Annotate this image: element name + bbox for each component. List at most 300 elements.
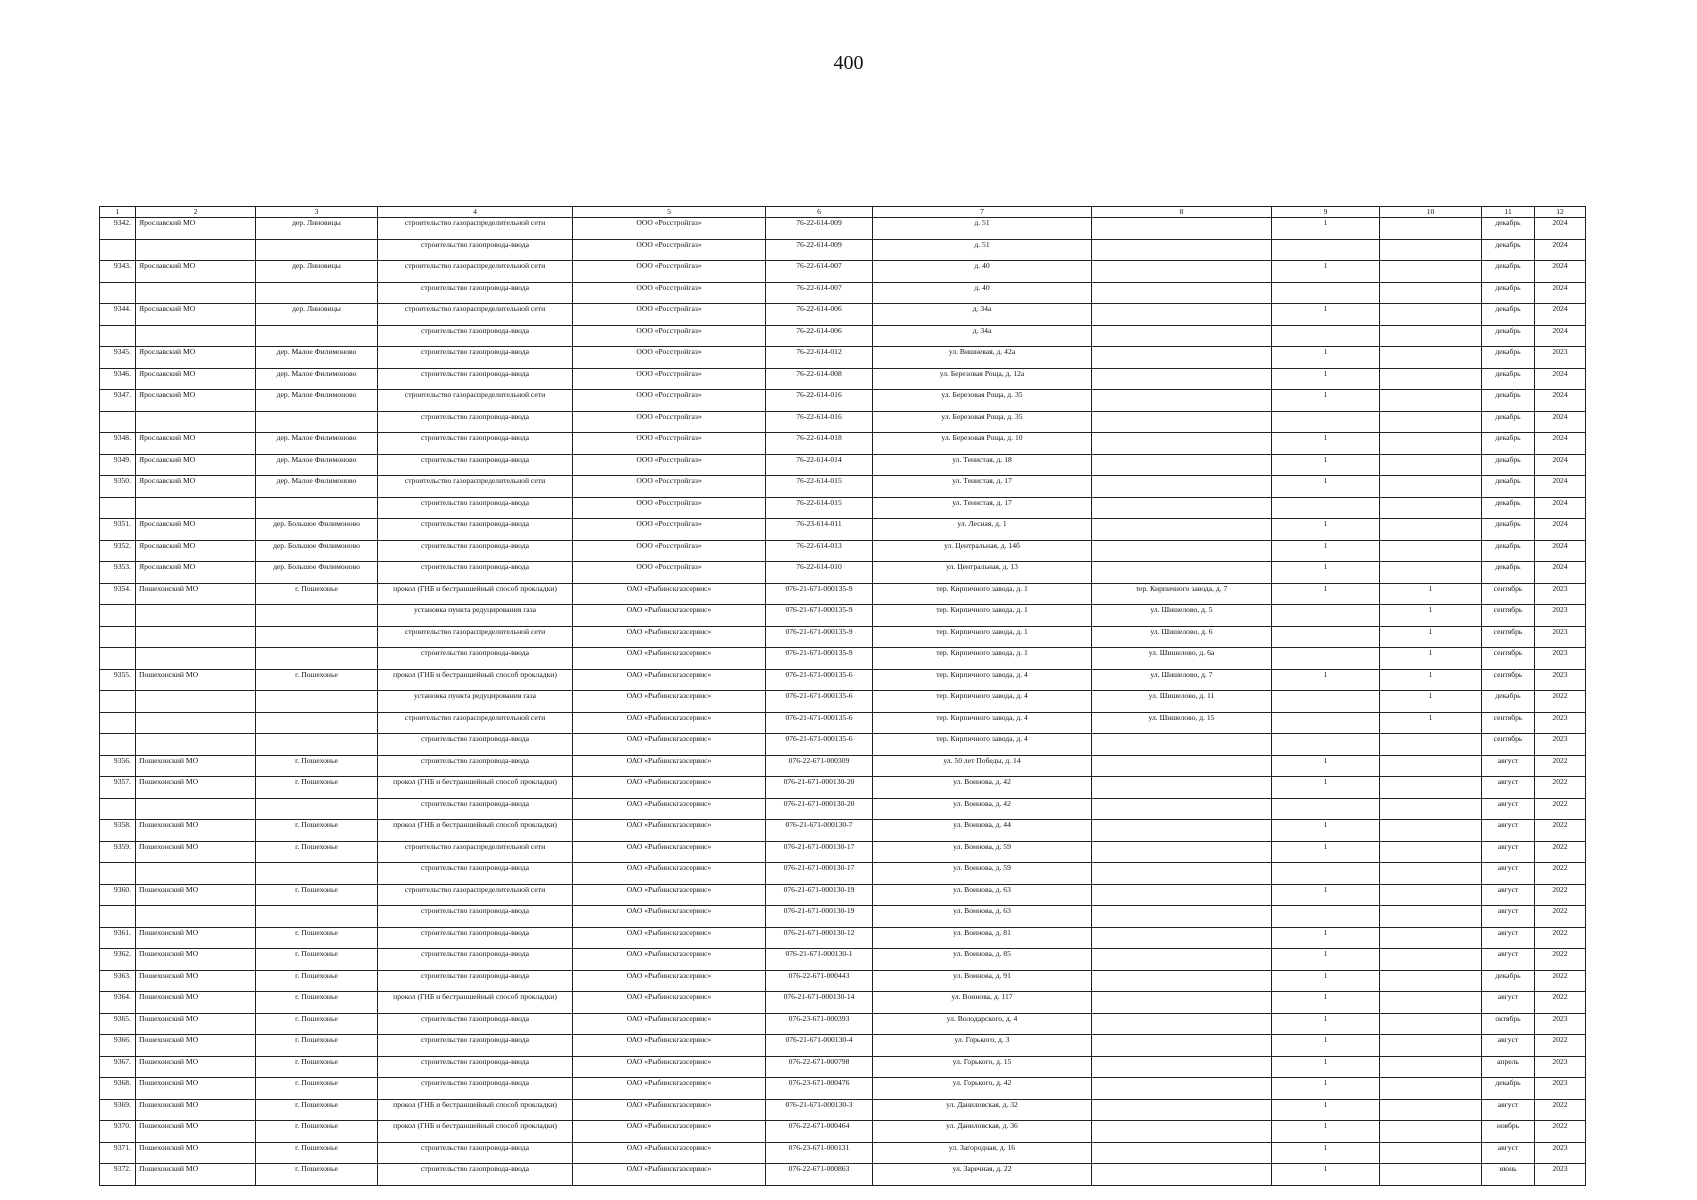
table-cell: Пошехонский МО (136, 755, 256, 777)
table-cell: 76-22-614-013 (766, 540, 873, 562)
table-cell: сентябрь (1482, 734, 1535, 756)
table-cell: строительство газопровода-ввода (378, 239, 573, 261)
table-row (100, 1164, 1586, 1186)
table-cell: ООО «Росстройгаз» (573, 304, 766, 326)
table-cell: 2022 (1535, 1121, 1586, 1143)
table-row (100, 626, 1586, 648)
table-cell: 76-22-614-007 (766, 282, 873, 304)
table-cell: ОАО «Рыбинскгазсервис» (573, 777, 766, 799)
table-cell (256, 798, 378, 820)
table-cell (100, 282, 136, 304)
table-cell: декабрь (1482, 282, 1535, 304)
table-cell (1092, 411, 1272, 433)
table-cell: 2023 (1535, 1142, 1586, 1164)
table-cell: дер. Линовицы (256, 261, 378, 283)
table-cell (1380, 734, 1482, 756)
table-cell: строительство газораспределительной сети (378, 304, 573, 326)
table-cell: г. Пошехонье (256, 777, 378, 799)
table-cell: 76-22-614-010 (766, 562, 873, 584)
table-cell: 2023 (1535, 1013, 1586, 1035)
table-cell: декабрь (1482, 411, 1535, 433)
table-cell: ОАО «Рыбинскгазсервис» (573, 798, 766, 820)
table-cell (1092, 949, 1272, 971)
table-cell: Ярославский МО (136, 368, 256, 390)
table-cell (1092, 476, 1272, 498)
table-cell: 9362. (100, 949, 136, 971)
table-cell: август (1482, 841, 1535, 863)
page-number: 400 (833, 52, 864, 74)
table-cell: тер. Кирпичного завода, д. 4 (873, 712, 1092, 734)
table-cell: строительство газопровода-ввода (378, 433, 573, 455)
table-cell (1092, 798, 1272, 820)
table-cell: 2022 (1535, 755, 1586, 777)
table-cell (1272, 691, 1380, 713)
table-cell: 1 (1380, 669, 1482, 691)
table-cell: ОАО «Рыбинскгазсервис» (573, 755, 766, 777)
table-cell (1092, 562, 1272, 584)
table-cell: строительство газораспределительной сети (378, 841, 573, 863)
table-cell: 076-21-671-000130-4 (766, 1035, 873, 1057)
table-cell (1092, 1164, 1272, 1186)
table-cell: ОАО «Рыбинскгазсервис» (573, 884, 766, 906)
table-cell: 2022 (1535, 992, 1586, 1014)
table-cell (1380, 218, 1482, 240)
table-cell: декабрь (1482, 304, 1535, 326)
table-row (100, 884, 1586, 906)
table-cell: 1 (1272, 476, 1380, 498)
table-cell: 2024 (1535, 390, 1586, 412)
table-cell: Ярославский МО (136, 304, 256, 326)
table-row (100, 863, 1586, 885)
table-cell: дер. Большое Филимоново (256, 519, 378, 541)
table-cell: ул. Воинова, д. 63 (873, 884, 1092, 906)
table-cell: дер. Малое Филимоново (256, 454, 378, 476)
column-number: 6 (766, 207, 873, 218)
table-cell: строительство газопровода-ввода (378, 540, 573, 562)
table-row (100, 777, 1586, 799)
table-cell (1092, 325, 1272, 347)
table-row (100, 1142, 1586, 1164)
table-cell: Пошехонский МО (136, 1056, 256, 1078)
table-cell: 076-21-671-000130-17 (766, 863, 873, 885)
table-row (100, 1121, 1586, 1143)
table-cell: 076-21-671-000130-7 (766, 820, 873, 842)
table-cell: 9349. (100, 454, 136, 476)
table-cell: ул. Горького, д. 15 (873, 1056, 1092, 1078)
table-cell (1092, 1078, 1272, 1100)
table-cell: ул. Воинова, д. 117 (873, 992, 1092, 1014)
table-row (100, 540, 1586, 562)
table-cell (1092, 497, 1272, 519)
table-cell: 76-22-614-016 (766, 390, 873, 412)
table-row (100, 841, 1586, 863)
table-cell: строительство газопровода-ввода (378, 755, 573, 777)
table-cell (1380, 1164, 1482, 1186)
table-cell (1380, 390, 1482, 412)
table-cell: 2022 (1535, 1035, 1586, 1057)
table-cell (1380, 1099, 1482, 1121)
table-cell (1092, 239, 1272, 261)
table-row (100, 949, 1586, 971)
table-cell (1380, 949, 1482, 971)
table-cell: 9354. (100, 583, 136, 605)
table-row (100, 734, 1586, 756)
table-row (100, 433, 1586, 455)
table-cell: ООО «Росстройгаз» (573, 218, 766, 240)
table-cell: 076-21-671-000135-6 (766, 712, 873, 734)
table-cell: г. Пошехонье (256, 583, 378, 605)
table-cell: декабрь (1482, 261, 1535, 283)
table-cell: 1 (1380, 605, 1482, 627)
table-row (100, 1078, 1586, 1100)
table-cell: дер. Малое Филимоново (256, 347, 378, 369)
table-cell (1092, 282, 1272, 304)
table-cell: Ярославский МО (136, 476, 256, 498)
table-cell: дер. Линовицы (256, 218, 378, 240)
table-cell: г. Пошехонье (256, 1056, 378, 1078)
table-cell: 9366. (100, 1035, 136, 1057)
table-cell: ОАО «Рыбинскгазсервис» (573, 1035, 766, 1057)
table-cell: ул. Шишелово, д. 6а (1092, 648, 1272, 670)
table-cell: 076-21-671-000135-9 (766, 605, 873, 627)
table-cell (1380, 820, 1482, 842)
column-number: 3 (256, 207, 378, 218)
table-cell: 9342. (100, 218, 136, 240)
table-cell: д. 51 (873, 218, 1092, 240)
table-cell: 9370. (100, 1121, 136, 1143)
table-cell: декабрь (1482, 368, 1535, 390)
table-cell: дер. Большое Филимоново (256, 562, 378, 584)
table-cell (1272, 605, 1380, 627)
table-cell: строительство газораспределительной сети (378, 712, 573, 734)
table-cell: ул. Даниловская, д. 32 (873, 1099, 1092, 1121)
table-cell: 2022 (1535, 884, 1586, 906)
table-cell: ООО «Росстройгаз» (573, 476, 766, 498)
table-cell: 076-21-671-000135-9 (766, 626, 873, 648)
table-cell (1272, 863, 1380, 885)
table-cell (1272, 626, 1380, 648)
table-cell (1092, 906, 1272, 928)
table-cell: 2023 (1535, 626, 1586, 648)
table-cell (136, 648, 256, 670)
table-cell: 2024 (1535, 304, 1586, 326)
table-row (100, 218, 1586, 240)
table-cell (100, 798, 136, 820)
table-cell: 1 (1272, 777, 1380, 799)
table-cell: декабрь (1482, 691, 1535, 713)
table-cell: ул. Володарского, д. 4 (873, 1013, 1092, 1035)
table-cell: 76-22-614-014 (766, 454, 873, 476)
table-cell (1380, 992, 1482, 1014)
table-cell: 1 (1272, 583, 1380, 605)
table-cell (1380, 1013, 1482, 1035)
table-cell (1380, 239, 1482, 261)
table-cell: 9352. (100, 540, 136, 562)
table-cell: г. Пошехонье (256, 669, 378, 691)
table-cell: ОАО «Рыбинскгазсервис» (573, 648, 766, 670)
table-cell (256, 648, 378, 670)
table-cell: дер. Малое Филимоново (256, 368, 378, 390)
table-cell: 9353. (100, 562, 136, 584)
table-cell (136, 734, 256, 756)
table-cell: ул. Горького, д. 3 (873, 1035, 1092, 1057)
table-cell: ул. Воинова, д. 81 (873, 927, 1092, 949)
table-cell (1092, 884, 1272, 906)
table-cell: ООО «Росстройгаз» (573, 562, 766, 584)
table-cell: ООО «Росстройгаз» (573, 519, 766, 541)
table-cell: 2024 (1535, 519, 1586, 541)
table-cell: 1 (1272, 820, 1380, 842)
table-row (100, 927, 1586, 949)
table-cell: ОАО «Рыбинскгазсервис» (573, 970, 766, 992)
table-cell: 9367. (100, 1056, 136, 1078)
table-cell: ул. Березовая Роща, д. 35 (873, 411, 1092, 433)
table-row (100, 605, 1586, 627)
table-row (100, 906, 1586, 928)
table-cell: г. Пошехонье (256, 949, 378, 971)
table-cell: ул. Березовая Роща, д. 10 (873, 433, 1092, 455)
table-cell: ОАО «Рыбинскгазсервис» (573, 863, 766, 885)
table-cell: Пошехонский МО (136, 669, 256, 691)
table-row (100, 691, 1586, 713)
table-cell: 2022 (1535, 1099, 1586, 1121)
table-cell (100, 691, 136, 713)
table-cell: Пошехонский МО (136, 1142, 256, 1164)
table-cell: дер. Малое Филимоново (256, 433, 378, 455)
table-cell: г. Пошехонье (256, 1078, 378, 1100)
table-cell: 9363. (100, 970, 136, 992)
table-cell: сентябрь (1482, 626, 1535, 648)
table-cell (1092, 1013, 1272, 1035)
table-cell: ул. Воинова, д. 59 (873, 841, 1092, 863)
table-row (100, 390, 1586, 412)
table-cell: ОАО «Рыбинскгазсервис» (573, 734, 766, 756)
table-cell: 76-22-614-018 (766, 433, 873, 455)
table-cell (256, 605, 378, 627)
table-cell: г. Пошехонье (256, 992, 378, 1014)
table-cell: сентябрь (1482, 648, 1535, 670)
table-cell: 076-22-671-000863 (766, 1164, 873, 1186)
table-cell: 2024 (1535, 433, 1586, 455)
table-cell: Пошехонский МО (136, 583, 256, 605)
column-number: 12 (1535, 207, 1586, 218)
table-cell: 2022 (1535, 777, 1586, 799)
table-cell: 9355. (100, 669, 136, 691)
table-cell: ул. Шишелово, д. 6 (1092, 626, 1272, 648)
table-cell (1380, 1121, 1482, 1143)
table-cell: 076-21-671-000130-20 (766, 777, 873, 799)
table-cell (1380, 755, 1482, 777)
table-cell: ОАО «Рыбинскгазсервис» (573, 949, 766, 971)
table-cell: тер. Кирпичного завода, д. 1 (873, 583, 1092, 605)
table-cell: 076-22-671-000443 (766, 970, 873, 992)
table-cell: 9350. (100, 476, 136, 498)
table-cell: 2023 (1535, 734, 1586, 756)
table-cell: ул. Березовая Роща, д. 35 (873, 390, 1092, 412)
table-cell: г. Пошехонье (256, 1142, 378, 1164)
table-cell: 2024 (1535, 368, 1586, 390)
table-cell: тер. Кирпичного завода, д. 1 (873, 626, 1092, 648)
table-cell (136, 712, 256, 734)
table-row (100, 1035, 1586, 1057)
table-cell: 1 (1380, 648, 1482, 670)
table-cell: ОАО «Рыбинскгазсервис» (573, 1164, 766, 1186)
table-cell (1272, 906, 1380, 928)
table-cell: 1 (1272, 1013, 1380, 1035)
table-cell: 076-21-671-000135-9 (766, 583, 873, 605)
table-cell: июнь (1482, 1164, 1535, 1186)
table-cell: ул. Центральная, д. 13 (873, 562, 1092, 584)
table-cell (1380, 325, 1482, 347)
table-cell: ул. Тенистая, д. 18 (873, 454, 1092, 476)
table-cell: ул. Горького, д. 42 (873, 1078, 1092, 1100)
table-cell: август (1482, 992, 1535, 1014)
table-cell: прокол (ГНБ и бестраншейный способ прокладки) (378, 992, 573, 1014)
table-cell: строительство газопровода-ввода (378, 562, 573, 584)
table-cell: 2023 (1535, 712, 1586, 734)
table-cell (136, 863, 256, 885)
table-cell: ОАО «Рыбинскгазсервис» (573, 927, 766, 949)
table-cell: д. 40 (873, 282, 1092, 304)
table-cell: ООО «Росстройгаз» (573, 433, 766, 455)
table-cell: 076-21-671-000130-12 (766, 927, 873, 949)
table-cell: 1 (1272, 218, 1380, 240)
table-cell: ООО «Росстройгаз» (573, 239, 766, 261)
table-cell (256, 712, 378, 734)
table-cell (256, 282, 378, 304)
table-cell (256, 626, 378, 648)
table-cell (1380, 970, 1482, 992)
table-cell (1380, 368, 1482, 390)
table-cell: август (1482, 820, 1535, 842)
table-cell: 1 (1272, 304, 1380, 326)
table-cell: 076-23-671-000131 (766, 1142, 873, 1164)
table-cell: тер. Кирпичного завода, д. 1 (873, 648, 1092, 670)
table-cell: август (1482, 884, 1535, 906)
table-cell: 9345. (100, 347, 136, 369)
table-cell: ООО «Росстройгаз» (573, 325, 766, 347)
column-number: 7 (873, 207, 1092, 218)
table-cell: строительство газопровода-ввода (378, 906, 573, 928)
table-cell: 2023 (1535, 605, 1586, 627)
table-cell: 76-23-614-011 (766, 519, 873, 541)
table-cell: август (1482, 1142, 1535, 1164)
table-cell: установка пункта редуцирования газа (378, 691, 573, 713)
column-number: 9 (1272, 207, 1380, 218)
table-cell: 1 (1272, 1121, 1380, 1143)
table-cell: Ярославский МО (136, 218, 256, 240)
table-cell: тер. Кирпичного завода, д. 4 (873, 669, 1092, 691)
table-cell (100, 906, 136, 928)
table-cell (136, 798, 256, 820)
table-cell: 76-22-614-016 (766, 411, 873, 433)
table-cell: ОАО «Рыбинскгазсервис» (573, 691, 766, 713)
table-cell: 76-22-614-007 (766, 261, 873, 283)
table-cell: 076-21-671-000130-19 (766, 884, 873, 906)
table-cell: строительство газопровода-ввода (378, 1142, 573, 1164)
table-cell (1272, 325, 1380, 347)
table-cell: 076-23-671-000476 (766, 1078, 873, 1100)
table-cell: 076-21-671-000130-19 (766, 906, 873, 928)
table-cell: 2023 (1535, 648, 1586, 670)
table-cell: 2023 (1535, 1164, 1586, 1186)
table-cell: декабрь (1482, 390, 1535, 412)
table-cell: 9365. (100, 1013, 136, 1035)
table-cell: Пошехонский МО (136, 841, 256, 863)
table-row (100, 454, 1586, 476)
table-cell: август (1482, 906, 1535, 928)
table-cell (1272, 712, 1380, 734)
table-cell: ООО «Росстройгаз» (573, 411, 766, 433)
table-cell: 2023 (1535, 347, 1586, 369)
table-cell: 9372. (100, 1164, 136, 1186)
table-cell: ул. Заречная, д. 22 (873, 1164, 1092, 1186)
table-cell: ОАО «Рыбинскгазсервис» (573, 906, 766, 928)
table-cell (100, 325, 136, 347)
table-cell (1380, 476, 1482, 498)
table-cell: строительство газопровода-ввода (378, 970, 573, 992)
table-cell: 076-23-671-000393 (766, 1013, 873, 1035)
table-row (100, 755, 1586, 777)
table-cell: 76-22-614-012 (766, 347, 873, 369)
table-cell (1380, 347, 1482, 369)
table-cell: 2022 (1535, 949, 1586, 971)
table-cell: 2023 (1535, 583, 1586, 605)
column-number: 1 (100, 207, 136, 218)
table-cell (100, 605, 136, 627)
table-cell (100, 712, 136, 734)
table-cell: октябрь (1482, 1013, 1535, 1035)
table-cell: Пошехонский МО (136, 1121, 256, 1143)
table-cell (256, 734, 378, 756)
table-row (100, 282, 1586, 304)
table-cell: декабрь (1482, 540, 1535, 562)
table-cell: прокол (ГНБ и бестраншейный способ прокладки) (378, 669, 573, 691)
table-cell (1092, 368, 1272, 390)
table-cell: прокол (ГНБ и бестраншейный способ прокладки) (378, 820, 573, 842)
table-cell: август (1482, 1099, 1535, 1121)
table-cell (136, 906, 256, 928)
table-body (100, 218, 1586, 1186)
table-row (100, 476, 1586, 498)
table-cell (100, 626, 136, 648)
table-cell: Пошехонский МО (136, 1078, 256, 1100)
table-cell: г. Пошехонье (256, 1035, 378, 1057)
table-cell: сентябрь (1482, 583, 1535, 605)
table-row (100, 648, 1586, 670)
table-cell: 1 (1272, 519, 1380, 541)
table-cell: Пошехонский МО (136, 949, 256, 971)
table-cell: 2024 (1535, 562, 1586, 584)
table-row (100, 970, 1586, 992)
table-cell: д. 51 (873, 239, 1092, 261)
table-cell (1380, 497, 1482, 519)
table-cell: 9369. (100, 1099, 136, 1121)
table-cell: 1 (1380, 626, 1482, 648)
table-cell: 9351. (100, 519, 136, 541)
table-cell: 76-22-614-015 (766, 476, 873, 498)
table-cell: 2022 (1535, 798, 1586, 820)
table-cell: ул. Шишелово, д. 11 (1092, 691, 1272, 713)
table-cell: прокол (ГНБ и бестраншейный способ прокладки) (378, 1121, 573, 1143)
table-cell (1380, 540, 1482, 562)
table-cell (1092, 218, 1272, 240)
table-cell: 1 (1380, 691, 1482, 713)
table-cell: тер. Кирпичного завода, д. 4 (873, 691, 1092, 713)
table-cell: 1 (1272, 669, 1380, 691)
table-cell: ул. Центральная, д. 14б (873, 540, 1092, 562)
table-cell: Пошехонский МО (136, 970, 256, 992)
